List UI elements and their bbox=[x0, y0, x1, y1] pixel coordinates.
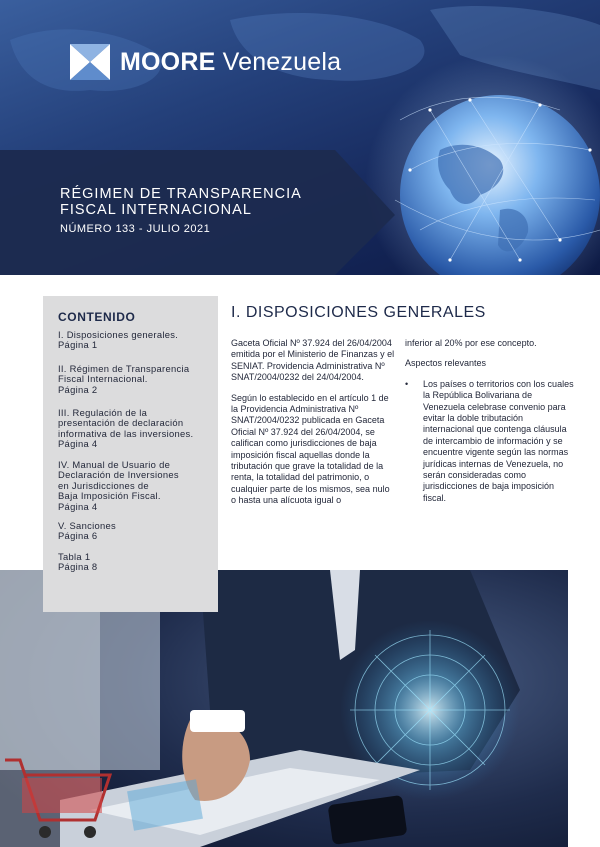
brand-bold: MOORE bbox=[120, 47, 216, 76]
report-issue-number: NÚMERO 133 - JULIO 2021 bbox=[60, 223, 211, 235]
toc-item-regimen[interactable] bbox=[58, 364, 208, 395]
toc-line: presentación de declaración bbox=[58, 417, 184, 429]
toc-page: Página 4 bbox=[58, 438, 98, 450]
report-title bbox=[60, 186, 340, 218]
toc-item-regulacion[interactable] bbox=[58, 408, 208, 450]
toc-line: II. Régimen de Transparencia bbox=[58, 363, 190, 374]
toc-page: Página 8 bbox=[58, 561, 98, 573]
toc-line: informativa de las inversiones. bbox=[58, 427, 194, 439]
toc-line: Baja Imposición Fiscal. bbox=[58, 490, 161, 502]
toc-item-disposiciones[interactable] bbox=[58, 330, 208, 351]
toc-title: CONTENIDO bbox=[58, 310, 136, 324]
toc-page: Página 4 bbox=[58, 500, 98, 512]
report-title-line1: RÉGIMEN DE TRANSPARENCIA bbox=[60, 186, 302, 202]
toc-item-tabla[interactable] bbox=[58, 552, 208, 573]
brand-rest: Venezuela bbox=[215, 47, 342, 76]
section-title: I. DISPOSICIONES GENERALES bbox=[231, 304, 486, 321]
toc-page: Página 2 bbox=[58, 383, 98, 395]
bullet-marker: • bbox=[405, 378, 409, 389]
moore-logo-icon bbox=[70, 44, 110, 80]
toc-line: IV. Manual de Usuario de bbox=[58, 459, 171, 470]
toc-item-manual[interactable] bbox=[58, 460, 208, 512]
paragraph-articulo: Según lo establecido en el artículo 1 de la Providencia Administrativa Nº SNAT/2004/0232 publicada en Gaceta Oficial Nº 37.924 del 26/04/2004, se califican como jurisdicciones de baja imposición fiscal aquellas donde la tributación que grave la totalidad de la renta, la totalidad del patrimonio, o cualquier parte de los mismos, sea nulo o hasta una alícuota igual o bbox=[231, 392, 390, 506]
toc-line: I. Disposiciones generales. bbox=[58, 329, 179, 340]
bullet-item bbox=[405, 379, 575, 504]
table-of-contents bbox=[43, 296, 218, 612]
toc-line: Declaración de Inversiones bbox=[58, 469, 179, 481]
text-column-left bbox=[231, 338, 396, 516]
paragraph-continuation: inferior al 20% por ese concepto. bbox=[405, 338, 537, 348]
bullet-text: Los países o territorios con los cuales la República Bolivariana de Venezuela celebrase convenio para evitar la doble tributación internacional que contenga cláusula de intercambio de información y se encuentre vigente según las normas jurídicas internas de Venezuela, no serán consideradas como jurisdicciones de baja imposición fiscal. bbox=[423, 378, 574, 503]
toc-item-sanciones[interactable] bbox=[58, 521, 208, 542]
toc-line: III. Regulación de la bbox=[58, 407, 148, 418]
paragraph-gaceta: Gaceta Oficial Nº 37.924 del 26/04/2004 emitida por el Ministerio de Finanzas y el SENIAT. Providencia Administrativa Nº SNAT/2004/0232 del 24/04/2004. bbox=[231, 338, 395, 383]
cover-header bbox=[0, 0, 600, 275]
toc-line: Tabla 1 bbox=[58, 551, 91, 562]
report-title-line2: FISCAL INTERNACIONAL bbox=[60, 202, 252, 218]
toc-line: en Jurisdicciones de bbox=[58, 479, 149, 491]
toc-line: Fiscal Internacional. bbox=[58, 373, 148, 385]
moore-logo bbox=[70, 44, 341, 80]
subheading-aspectos: Aspectos relevantes bbox=[405, 358, 487, 369]
toc-line: V. Sanciones bbox=[58, 520, 116, 531]
text-column-right bbox=[405, 338, 575, 504]
brand-name bbox=[120, 48, 341, 77]
toc-page: Página 1 bbox=[58, 339, 98, 351]
toc-page: Página 6 bbox=[58, 530, 98, 542]
